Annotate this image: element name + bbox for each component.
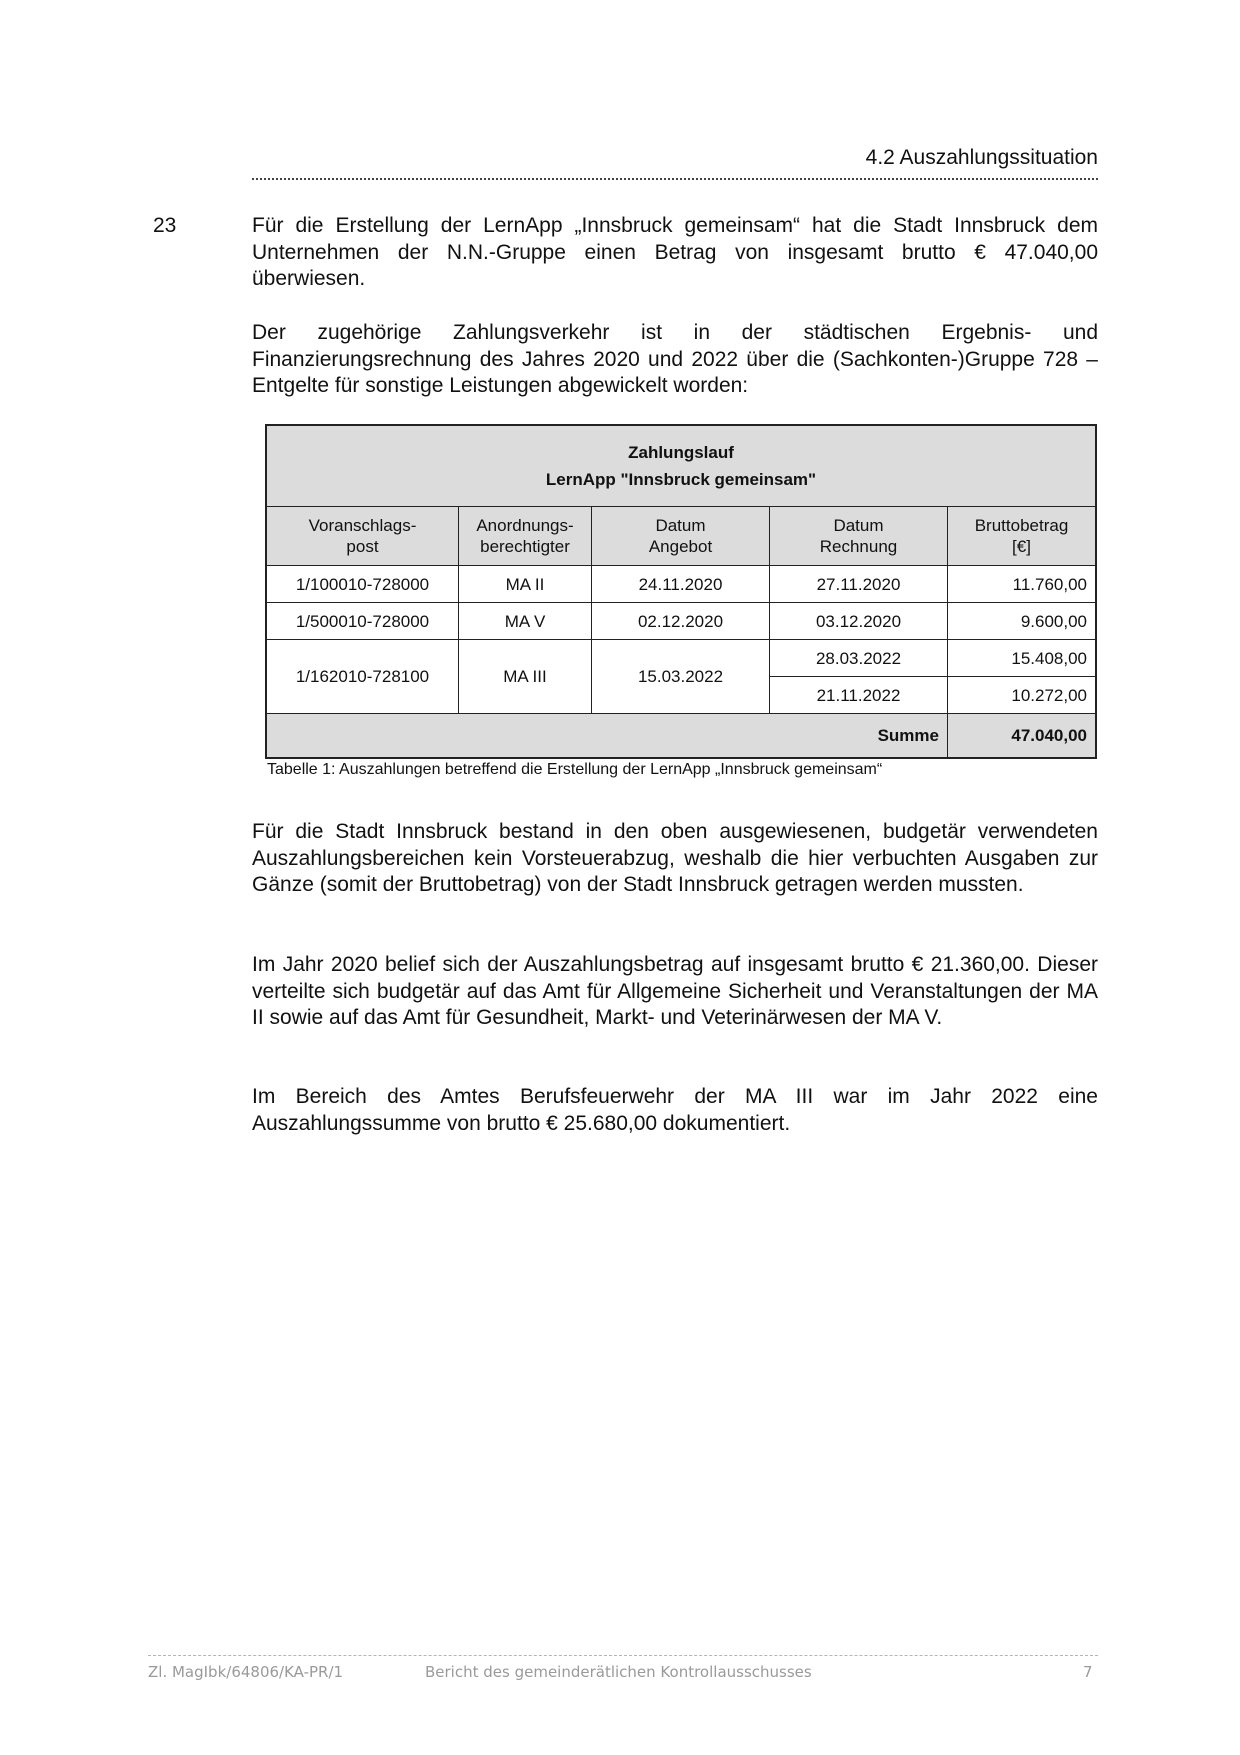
- table-row: [266, 640, 1096, 677]
- cell-berechtigter: MA III: [459, 640, 592, 714]
- cell-post: 1/162010-728100: [266, 640, 459, 714]
- footer-divider: [148, 1655, 1098, 1656]
- column-header-post-line1: Voranschlags-: [308, 516, 417, 535]
- paragraph-1: Für die Erstellung der LernApp „Innsbruck gemeinsam“ hat die Stadt Innsbruck dem Unternehmen der N.N.-Gruppe einen Betrag von insgesamt brutto € 47.040,00 überwiesen.: [252, 214, 1098, 290]
- column-header-betrag-line2: [€]: [1012, 537, 1031, 556]
- cell-angebot: 02.12.2020: [592, 603, 770, 640]
- column-header-betrag-line1: Bruttobetrag: [974, 516, 1069, 535]
- cell-rechnung: 27.11.2020: [770, 566, 948, 603]
- column-header-betrag: [948, 507, 1097, 566]
- cell-betrag: 10.272,00: [948, 677, 1097, 714]
- column-header-berechtigter-line2: berechtigter: [480, 537, 570, 556]
- table-row: [266, 566, 1096, 603]
- cell-post: 1/100010-728000: [266, 566, 459, 603]
- column-header-berechtigter-line1: Anordnungs-: [476, 516, 574, 535]
- footer-reference: Zl. MagIbk/64806/KA-PR/1: [148, 1663, 344, 1681]
- column-header-berechtigter: [459, 507, 592, 566]
- sum-label: Summe: [266, 714, 948, 759]
- payment-table-wrapper: [265, 424, 1097, 759]
- paragraph-4: Im Jahr 2020 belief sich der Auszahlungsbetrag auf insgesamt brutto € 21.360,00. Dieser verteilte sich budgetär auf das Amt für Allgemeine Sicherheit und Veranstaltungen der MA II sowie auf das Amt für Gesundheit, Markt- und Veterinärwesen der MA V.: [252, 953, 1098, 1029]
- cell-betrag: 9.600,00: [948, 603, 1097, 640]
- table-title: [266, 425, 1096, 507]
- column-header-angebot-line2: Angebot: [648, 537, 713, 556]
- column-header-angebot-line1: Datum: [655, 516, 706, 535]
- cell-angebot: 15.03.2022: [592, 640, 770, 714]
- cell-post: 1/500010-728000: [266, 603, 459, 640]
- payment-table: [265, 424, 1097, 759]
- column-header-post-line2: post: [346, 537, 379, 556]
- cell-betrag: 11.760,00: [948, 566, 1097, 603]
- table-title-line1: Zahlungslauf: [628, 443, 734, 462]
- column-header-rechnung-line1: Datum: [833, 516, 884, 535]
- cell-rechnung: 28.03.2022: [770, 640, 948, 677]
- footer-report-title: Bericht des gemeinderätlichen Kontrollausschusses: [425, 1663, 812, 1681]
- table-title-line2: LernApp "Innsbruck gemeinsam": [545, 470, 817, 489]
- column-header-rechnung-line2: Rechnung: [819, 537, 898, 556]
- cell-rechnung: 21.11.2022: [770, 677, 948, 714]
- paragraph-3: Für die Stadt Innsbruck bestand in den oben ausgewiesenen, budgetär verwendeten Auszahlungsbereichen kein Vorsteuerabzug, weshalb die hier verbuchten Ausgaben zur Gänze (somit der Bruttobetrag) von der Stadt Innsbruck getragen werden mussten.: [252, 820, 1098, 896]
- paragraph-2: Der zugehörige Zahlungsverkehr ist in der städtischen Ergebnis- und Finanzierungsrechnung des Jahres 2020 und 2022 über die (Sachkonten-)Gruppe 728 – Entgelte für sonstige Leistungen abgewickelt worden:: [252, 321, 1098, 397]
- paragraph-number: 23: [153, 214, 177, 237]
- cell-angebot: 24.11.2020: [592, 566, 770, 603]
- page-number: 7: [1083, 1663, 1093, 1681]
- table-row: [266, 603, 1096, 640]
- section-header: 4.2 Auszahlungssituation: [865, 146, 1098, 169]
- table-caption: Tabelle 1: Auszahlungen betreffend die Erstellung der LernApp „Innsbruck gemeinsam“: [267, 761, 883, 778]
- sum-value: 47.040,00: [948, 714, 1097, 759]
- column-header-angebot: [592, 507, 770, 566]
- cell-berechtigter: MA II: [459, 566, 592, 603]
- column-header-rechnung: [770, 507, 948, 566]
- cell-rechnung: 03.12.2020: [770, 603, 948, 640]
- cell-berechtigter: MA V: [459, 603, 592, 640]
- cell-betrag: 15.408,00: [948, 640, 1097, 677]
- paragraph-5: Im Bereich des Amtes Berufsfeuerwehr der MA III war im Jahr 2022 eine Auszahlungssumme von brutto € 25.680,00 dokumentiert.: [252, 1085, 1098, 1135]
- header-divider: [252, 178, 1098, 180]
- sum-row: [266, 714, 1096, 759]
- column-header-post: [266, 507, 459, 566]
